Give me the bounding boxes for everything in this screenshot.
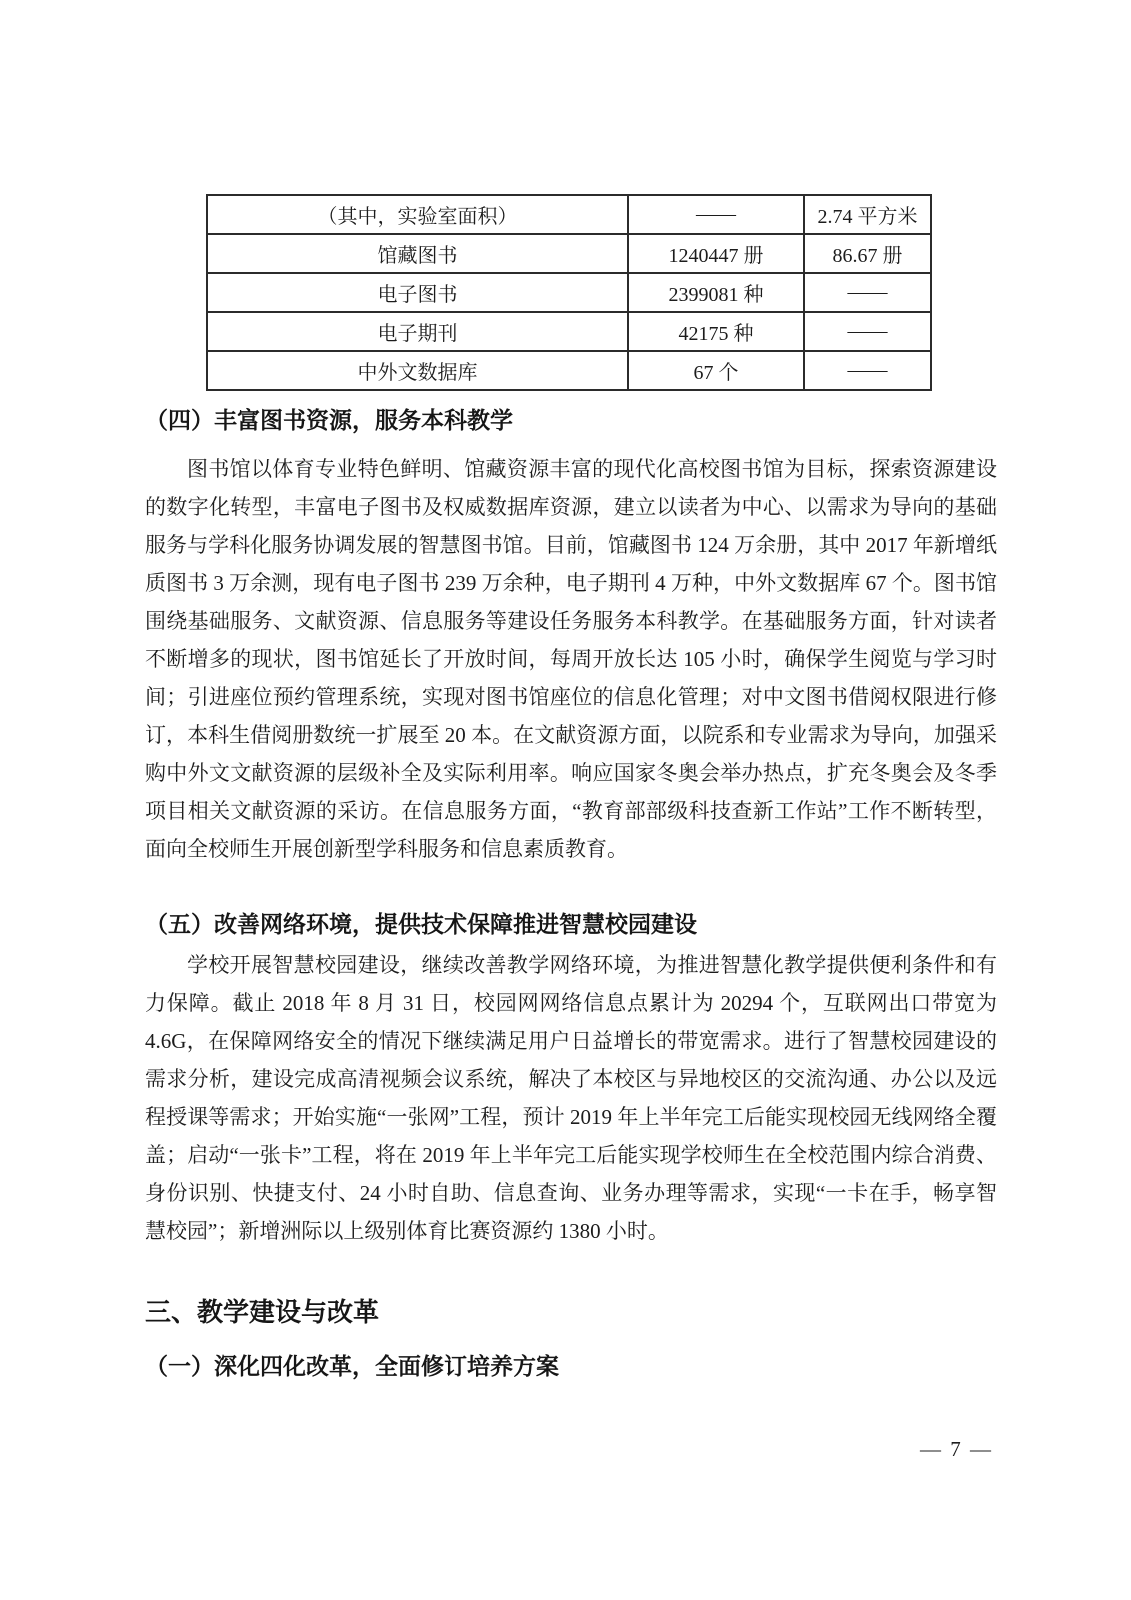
- table-row: [207, 195, 931, 234]
- section-1-heading: （一）深化四化改革，全面修订培养方案: [145, 1353, 559, 1379]
- table-row: [207, 312, 931, 351]
- table-cell-average: ——: [804, 351, 931, 390]
- table-cell-quantity: ——: [628, 195, 804, 234]
- table-cell-average: ——: [804, 273, 931, 312]
- section-5-heading: （五）改善网络环境，提供技术保障推进智慧校园建设: [145, 911, 697, 937]
- table-cell-name: 馆藏图书: [207, 234, 628, 273]
- table-cell-name: 中外文数据库: [207, 351, 628, 390]
- table-cell-average: ——: [804, 312, 931, 351]
- table-cell-quantity: 2399081 种: [628, 273, 804, 312]
- table-cell-name: （其中，实验室面积）: [207, 195, 628, 234]
- table-cell-quantity: 1240447 册: [628, 234, 804, 273]
- table-row: [207, 234, 931, 273]
- page-number: — 7 —: [920, 1437, 993, 1461]
- table-cell-name: 电子图书: [207, 273, 628, 312]
- table-cell-quantity: 67 个: [628, 351, 804, 390]
- section-4-paragraph: 图书馆以体育专业特色鲜明、馆藏资源丰富的现代化高校图书馆为目标，探索资源建设的数字化转型，丰富电子图书及权威数据库资源，建立以读者为中心、以需求为导向的基础服务与学科化服务协调发展的智慧图书馆。目前，馆藏图书 124 万余册，其中 2017 年新增纸质图书 3 万余测，现有电子图书 239 万余种，电子期刊 4 万种，中外文数据库 67 个。图书馆围绕基础服务、文献资源、信息服务等建设任务服务本科教学。在基础服务方面，针对读者不断增多的现状，图书馆延长了开放时间，每周开放长达 105 小时，确保学生阅览与学习时间；引进座位预约管理系统，实现对图书馆座位的信息化管理；对中文图书借阅权限进行修订，本科生借阅册数统一扩展至 20 本。在文献资源方面，以院系和专业需求为导向，加强采购中外文文献资源的层级补全及实际利用率。响应国家冬奥会举办热点，扩充冬奥会及冬季项目相关文献资源的采访。在信息服务方面，“教育部部级科技查新工作站”工作不断转型，面向全校师生开展创新型学科服务和信息素质教育。: [145, 457, 997, 861]
- section-5-paragraph: 学校开展智慧校园建设，继续改善教学网络环境，为推进智慧化教学提供便利条件和有力保障。截止 2018 年 8 月 31 日，校园网网络信息点累计为 20294 个，互联网出口带宽为 4.6G，在保障网络安全的情况下继续满足用户日益增长的带宽需求。进行了智慧校园建设的需求分析，建设完成高清视频会议系统，解决了本校区与异地校区的交流沟通、办公以及远程授课等需求；开始实施“一张网”工程，预计 2019 年上半年完工后能实现校园无线网络全覆盖；启动“一张卡”工程，将在 2019 年上半年完工后能实现学校师生在全校范围内综合消费、身份识别、快捷支付、24 小时自助、信息查询、业务办理等需求，实现“一卡在手，畅享智慧校园”；新增洲际以上级别体育比赛资源约 1380 小时。: [145, 953, 997, 1243]
- section-4-heading: （四）丰富图书资源，服务本科教学: [145, 407, 513, 433]
- table-row: [207, 273, 931, 312]
- table-row: [207, 351, 931, 390]
- table-cell-quantity: 42175 种: [628, 312, 804, 351]
- chapter-3-heading: 三、教学建设与改革: [145, 1297, 380, 1327]
- table-cell-average: 86.67 册: [804, 234, 931, 273]
- table-cell-name: 电子期刊: [207, 312, 628, 351]
- table-cell-average: 2.74 平方米: [804, 195, 931, 234]
- library-resources-table: [206, 194, 932, 391]
